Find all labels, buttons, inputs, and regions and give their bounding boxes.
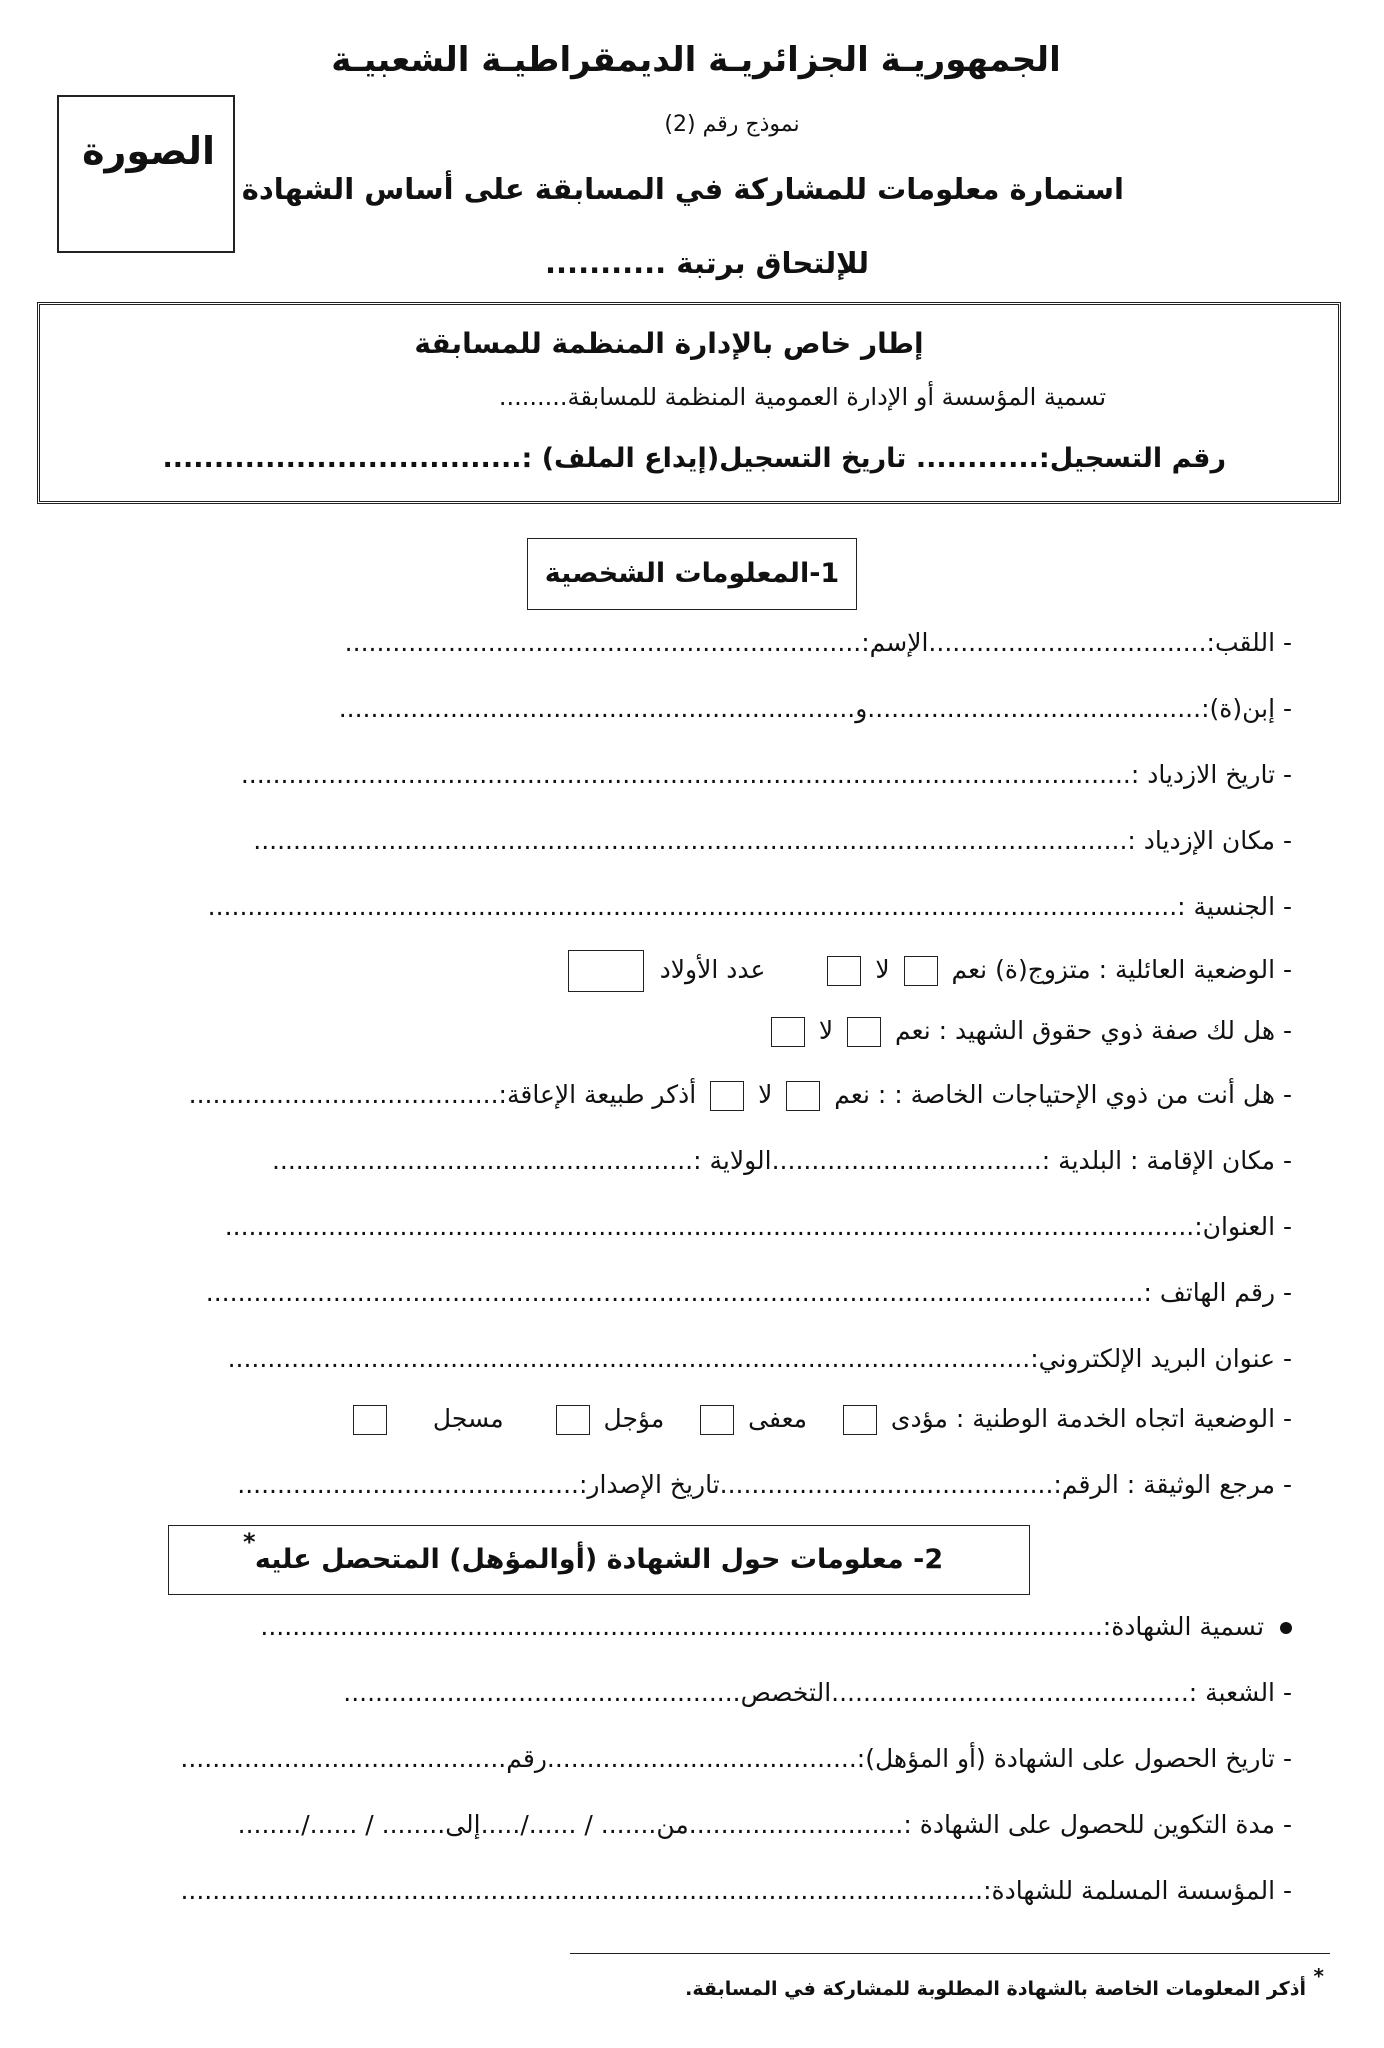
surname-field[interactable]: - اللقب:...................................الإسم:.................................................................	[344, 628, 1292, 657]
birth-place-field[interactable]: - مكان الإزدياد :..............................................................................................................	[253, 826, 1292, 855]
phone-field[interactable]: - رقم الهاتف :......................................................................................................................	[205, 1278, 1292, 1307]
section2-title-text: 2- معلومات حول الشهادة (أوالمؤهل) المتحصل عليه	[254, 1544, 944, 1575]
cert-date-field[interactable]: تاريخ الحصول على الشهادة (أو المؤهل):.......................................رقم.........................................	[180, 1744, 1276, 1773]
martyr-no-label: لا	[818, 1016, 834, 1045]
special-needs-label: - هل أنت من ذوي الإحتياجات الخاصة : : نعم	[834, 1080, 1292, 1109]
cert-name-field[interactable]: تسمية الشهادة:..........................................................................................................	[260, 1612, 1265, 1641]
duration-dash: -	[1282, 1810, 1292, 1839]
service-exempt-checkbox[interactable]	[700, 1405, 734, 1435]
residence-field[interactable]: - مكان الإقامة : البلدية :..................................الولاية :.....................................................	[271, 1146, 1292, 1175]
son-of-field[interactable]: - إبن(ة):..........................................و.................................................................	[338, 694, 1292, 723]
duration-field[interactable]: مدة التكوين للحصول على الشهادة :...........................من....... / ....../.....إلى........ / ....../........	[237, 1810, 1276, 1839]
martyr-label: - هل لك صفة ذوي حقوق الشهيد : نعم	[895, 1016, 1292, 1045]
footnote-star: *	[1313, 1964, 1324, 1988]
duration-row	[238, 1810, 1292, 1839]
service-registered-checkbox[interactable]	[353, 1405, 387, 1435]
special-yes-checkbox[interactable]	[786, 1081, 820, 1111]
republic-heading: الجمهوريـة الجزائريـة الديمقراطيـة الشعبيـة	[331, 40, 1061, 80]
admin-title: إطار خاص بالإدارة المنظمة للمسابقة	[414, 327, 924, 360]
admin-institution: تسمية المؤسسة أو الإدارة العمومية المنظمة للمسابقة.........	[498, 383, 1106, 411]
section2-star: *	[243, 1528, 256, 1556]
address-field[interactable]: - العنوان:..........................................................................................................................	[224, 1212, 1292, 1241]
bullet-icon	[1280, 1622, 1292, 1634]
document-ref-field[interactable]: - مرجع الوثيقة : الرقم:..........................................تاريخ الإصدار:...........................................	[237, 1470, 1292, 1499]
national-service-row	[347, 1404, 1292, 1435]
service-registered-label: مسجل	[432, 1404, 504, 1433]
special-no-checkbox[interactable]	[710, 1081, 744, 1111]
birth-date-field[interactable]: - تاريخ الازدياد :................................................................................................................	[240, 760, 1292, 789]
section2-title	[168, 1525, 1030, 1595]
marital-no-label: لا	[875, 955, 890, 984]
admin-box	[37, 302, 1341, 504]
service-label: - الوضعية اتجاه الخدمة الوطنية : مؤدى	[890, 1404, 1292, 1433]
issuing-institution-row	[180, 1876, 1292, 1905]
branch-dash: -	[1282, 1678, 1292, 1707]
children-label: عدد الأولاد	[659, 955, 766, 984]
nationality-field[interactable]: - الجنسية :..........................................................................................................................	[207, 892, 1292, 921]
branch-row	[343, 1678, 1292, 1707]
footnote	[685, 1964, 1324, 2000]
rank-line: للإلتحاق برتبة ...........	[545, 246, 869, 280]
disability-field[interactable]: أذكر طبيعة الإعاقة:.......................................	[188, 1080, 697, 1109]
service-postponed-checkbox[interactable]	[556, 1405, 590, 1435]
cert-date-dash: -	[1282, 1744, 1292, 1773]
footnote-divider	[570, 1953, 1330, 1954]
issuing-dash: -	[1282, 1876, 1292, 1905]
service-postponed-label: مؤجل	[603, 1404, 665, 1433]
martyr-row	[765, 1016, 1292, 1047]
service-done-checkbox[interactable]	[843, 1405, 877, 1435]
cert-name-row	[260, 1612, 1292, 1641]
footnote-text: أذكر المعلومات الخاصة بالشهادة المطلوبة للمشاركة في المسابقة.	[685, 1978, 1306, 2000]
admin-registration: رقم التسجيل:............ تاريخ التسجيل(إيداع الملف) :...................................	[162, 443, 1226, 474]
cert-date-row	[180, 1744, 1292, 1773]
issuing-institution-field[interactable]: المؤسسة المسلمة للشهادة:.....................................................................................................	[180, 1876, 1276, 1905]
special-needs-row	[189, 1080, 1292, 1111]
marital-yes-checkbox[interactable]	[904, 956, 938, 986]
martyr-yes-checkbox[interactable]	[847, 1017, 881, 1047]
model-number: نموذج رقم (2)	[664, 112, 800, 137]
form-title: استمارة معلومات للمشاركة في المسابقة على أساس الشهادة	[241, 172, 1124, 206]
special-no-label: لا	[758, 1080, 773, 1109]
children-count-box[interactable]	[568, 950, 644, 992]
branch-field[interactable]: الشعبة :.............................................التخصص..................................................	[343, 1678, 1276, 1707]
marital-row	[568, 950, 1292, 992]
marital-label: - الوضعية العائلية : متزوج(ة) نعم	[951, 955, 1292, 984]
martyr-no-checkbox[interactable]	[771, 1017, 805, 1047]
email-field[interactable]: - عنوان البريد الإلكتروني:.....................................................................................................	[227, 1344, 1292, 1373]
section1-title: 1-المعلومات الشخصية	[527, 538, 857, 610]
marital-no-checkbox[interactable]	[827, 956, 861, 986]
service-exempt-label: معفى	[748, 1404, 808, 1433]
photo-label: الصورة	[82, 129, 215, 173]
